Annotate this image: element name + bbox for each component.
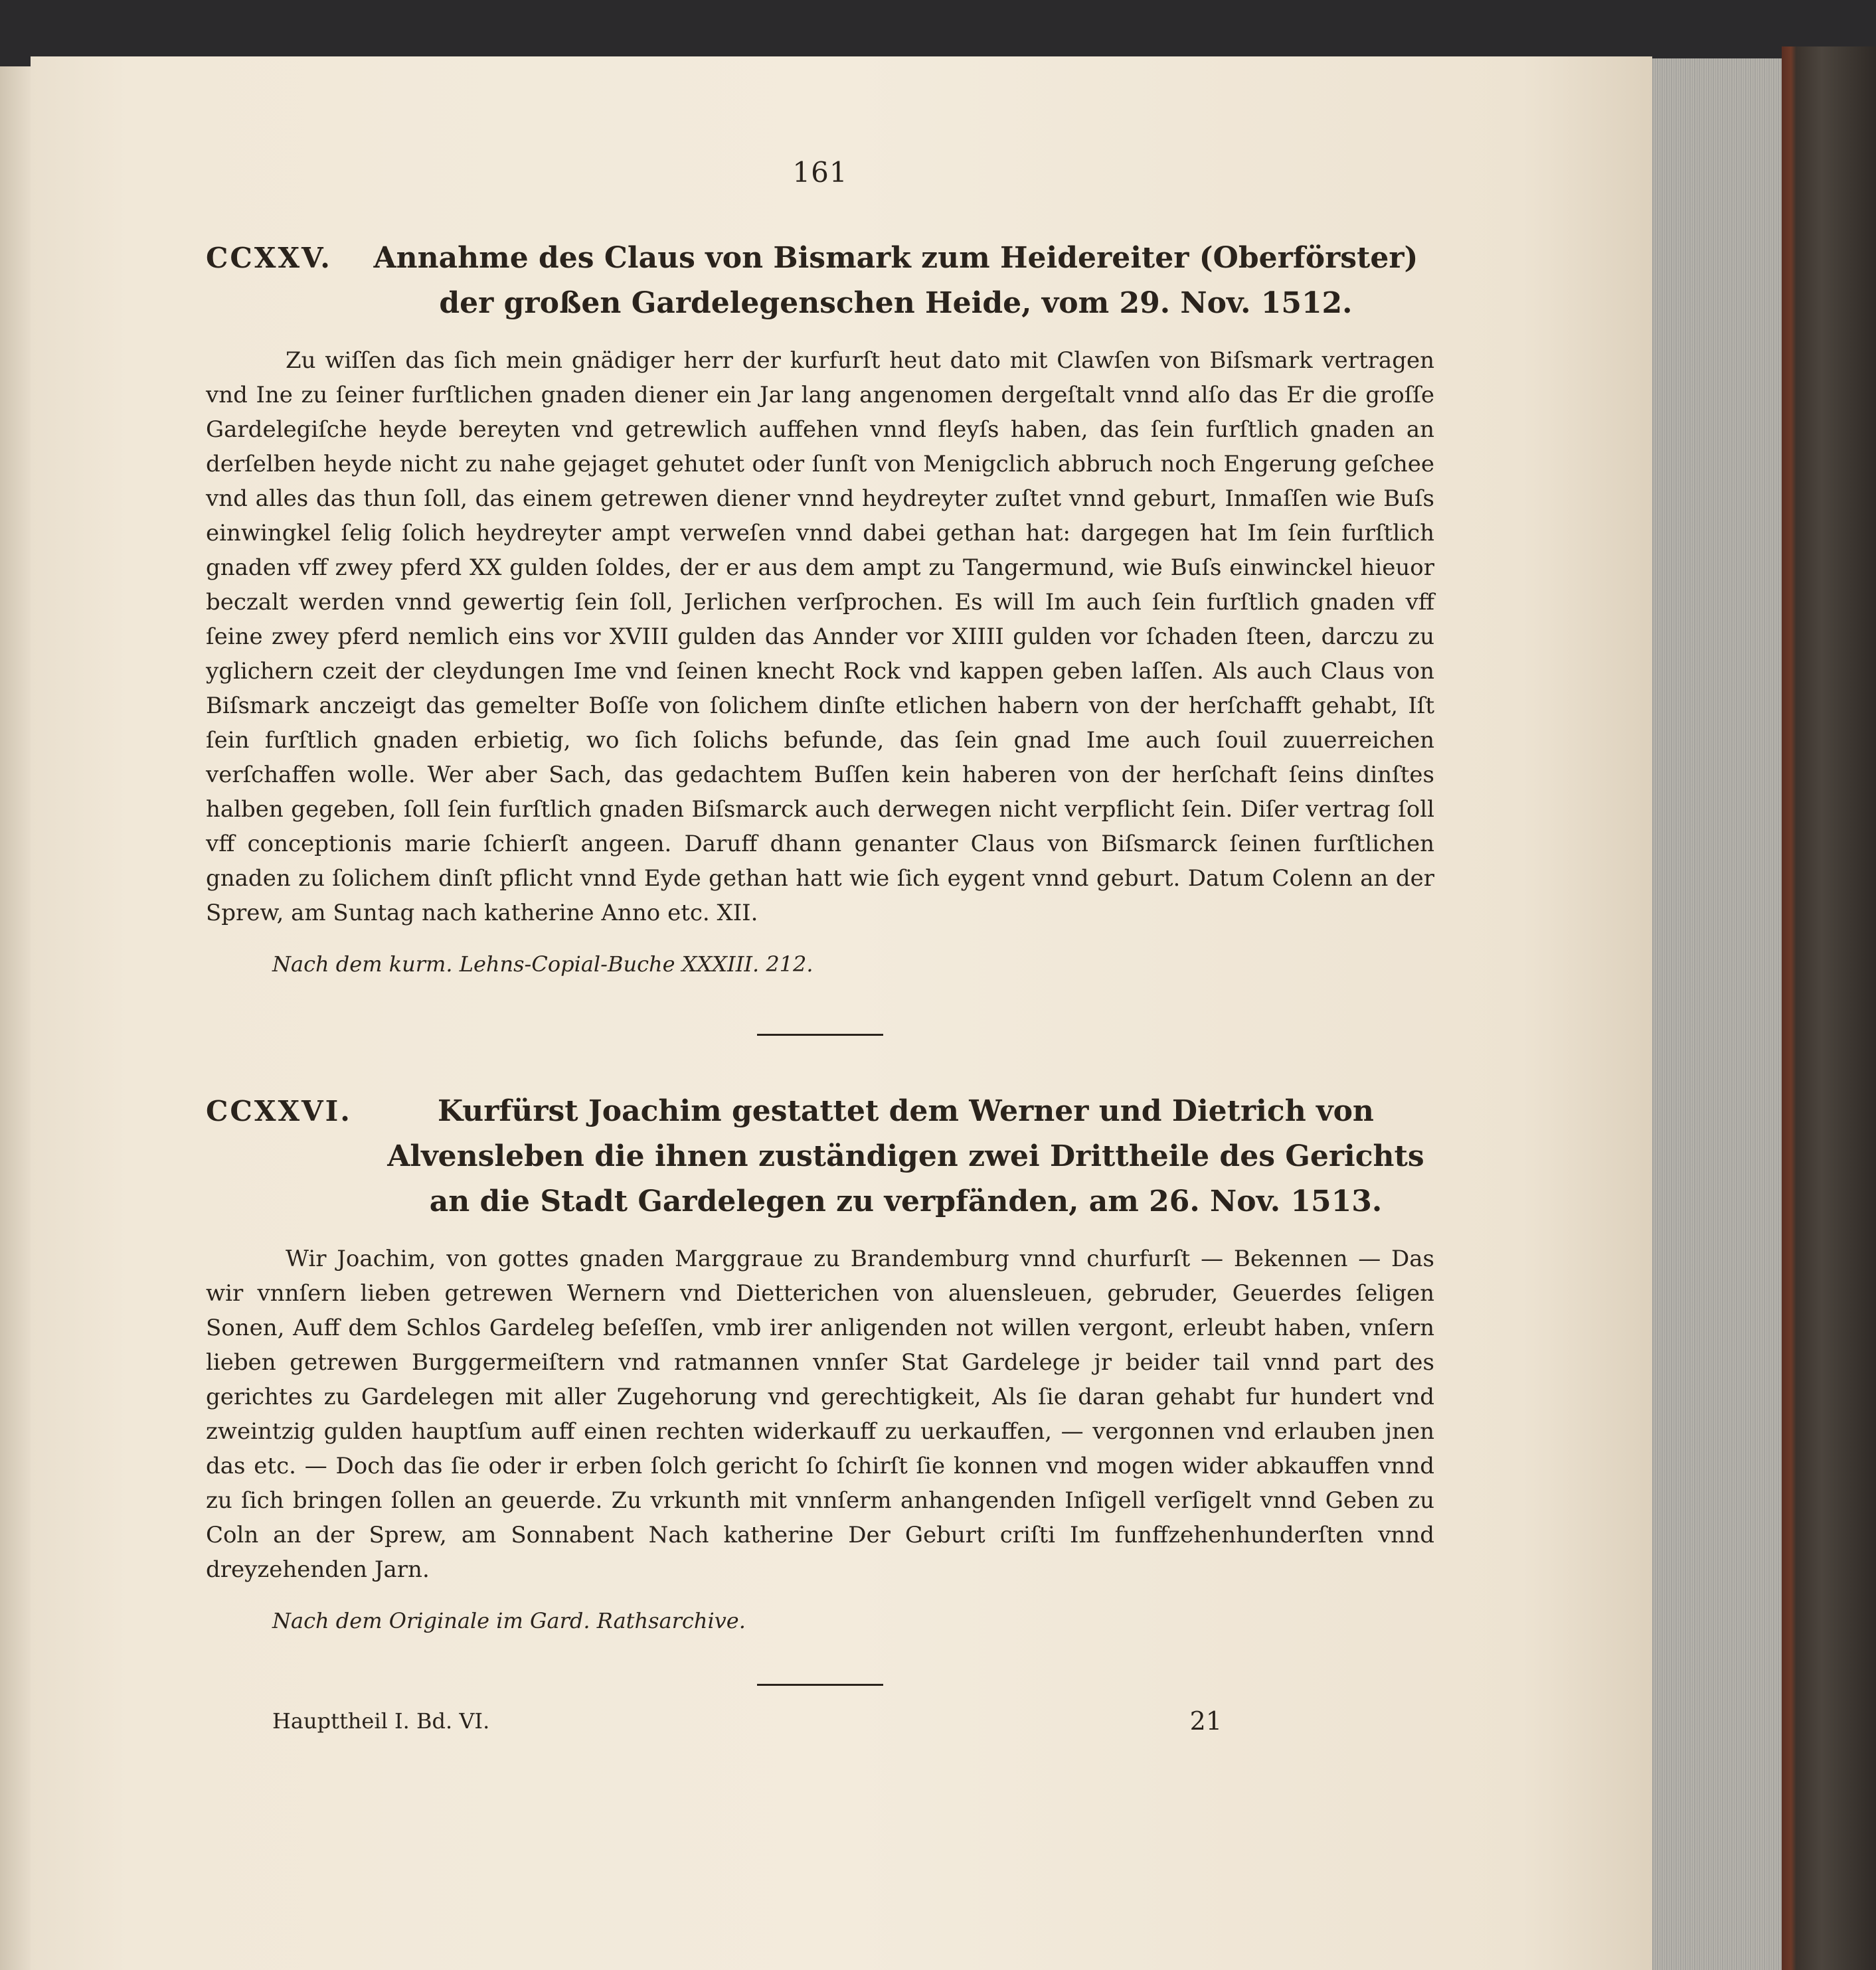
signature-mark: 21: [1189, 1706, 1222, 1736]
document-body-text: Zu wiſſen das ſich mein gnädiger herr der kurfurſt heut dato mit Clawſen von Biſsmark vertragen vnd Ine zu ſeiner furſtlichen gnaden diener ein Jar lang angenomen dergeſtalt vnnd alſo das Er die groſſe Gardelegiſche heyde bereyten vnd getrewlich auffehen vnnd fleyſs haben, das ſein furſtlich gnaden an derſelben heyde nicht zu nahe gejaget gehutet oder ſunſt von Menigclich abbruch noch Engerung geſchee vnd alles das thun ſoll, das einem getrewen diener vnnd heydreyter zuſtet vnnd geburt, Inmaſſen wie Buſs einwingkel ſelig ſolich heydreyter ampt verweſen vnnd dabei gethan hat: dargegen hat Im ſein furſtlich gnaden vff zwey pferd XX gulden ſoldes, der er aus dem ampt zu Tangermund, wie Buſs einwinckel hieuor beczalt werden vnnd gewertig ſein ſoll, Jerlichen verſprochen. Es will Im auch ſein furſtlich gnaden vff ſeine zwey pferd nemlich eins vor XVIII gulden das Annder vor XIIII gulden vor ſchaden ſteen, darczu zu yglichern czeit der cleydungen Ime vnd ſeinen knecht Rock vnd kappen geben laſſen. Als auch Claus von Biſsmark anczeigt das gemelter Boſſe von ſolichem dinſte etlichen habern von der herſchafft gehabt, Iſt ſein furſtlich gnaden erbietig, wo ſich ſolichs befunde, das ſein gnad Ime auch ſouil zuuerreichen verſchaffen wolle. Wer aber Sach, das gedachtem Buſſen kein haberen von der herſchaft ſeins dinſtes halben gegeben, ſoll ſein furſtlich gnaden Biſsmarck auch derwegen nicht verpflicht ſein. Diſer vertrag ſoll vff conceptionis marie ſchierſt angeen. Daruff dhann genanter Claus von Biſsmarck ſeinen furſtlichen gnaden zu ſolichem dinſt pflicht vnnd Eyde gethan hatt wie ſich eygent vnnd geburt. Datum Colenn an der Sprew, am Suntag nach katherine Anno etc. XII.: [206, 347, 1434, 926]
page-text-area: [206, 156, 1434, 1738]
previous-page-edge: [0, 66, 31, 1970]
document-number: CCXXV.: [206, 242, 332, 274]
document-title: Annahme des Claus von Bismark zum Heidereiter (Oberförster) der großen Gardelegenschen Heide, vom 29. Nov. 1512.: [373, 241, 1418, 320]
section-divider: [757, 1684, 883, 1686]
document-source: Nach dem kurm. Lehns-Copial-Buche XXXIII. 212.: [272, 951, 813, 977]
page-footer: [206, 1704, 1434, 1738]
volume-reference: Haupttheil I. Bd. VI.: [272, 1708, 490, 1734]
document-source: Nach dem Originale im Gard. Rathsarchive.: [272, 1608, 746, 1633]
section-divider: [757, 1034, 883, 1036]
document-title: Kurfürst Joachim gestattet dem Werner und Dietrich von Alvensleben die ihnen zuständigen zwei Drittheile des Gerichts an die Stadt Gardelegen zu verpfänden, am 26. Nov. 1513.: [387, 1094, 1424, 1218]
book-cover: [1782, 46, 1876, 1970]
document-number: CCXXVI.: [206, 1095, 352, 1127]
document-heading: [206, 236, 1434, 326]
document-body: [206, 343, 1434, 930]
document-ccxxv: [206, 236, 1434, 981]
page-block-edges: [1652, 58, 1782, 1970]
document-body: [206, 1242, 1434, 1587]
document-heading: [206, 1089, 1434, 1224]
page-number: 161: [792, 156, 848, 189]
document-body-text: Wir Joachim, von gottes gnaden Marggraue zu Brandemburg vnnd churfurſt — Bekennen — Das wir vnnſern lieben getrewen Wernern vnd Dietterichen von aluensleuen, gebruder, Geuerdes ſeligen Sonen, Auff dem Schlos Gardeleg beſeſſen, vmb irer anligenden not willen vergont, erleubt haben, vnſern lieben getrewen Burggermeiſtern vnd ratmannen vnnſer Stat Gardelege jr beider tail vnnd part des gerichtes zu Gardelegen mit aller Zugehorung vnd gerechtigkeit, Als ſie daran gehabt fur hundert vnd zweintzig gulden hauptſum auff einen rechten widerkauff zu uerkauffen, — vergonnen vnd erlauben jnen das etc. — Doch das ſie oder ir erben ſolch gericht ſo ſchirſt ſie konnen vnd mogen wider abkauffen vnnd zu ſich bringen ſollen an geuerde. Zu vrkunth mit vnnſerm anhangenden Inſigell verſigelt vnnd Geben zu Coln an der Sprew, am Sonnabent Nach katherine Der Geburt criſti Im funffzehenhunderſten vnnd dreyzehenden Jarn.: [206, 1246, 1434, 1583]
document-ccxxvi: [206, 1089, 1434, 1637]
